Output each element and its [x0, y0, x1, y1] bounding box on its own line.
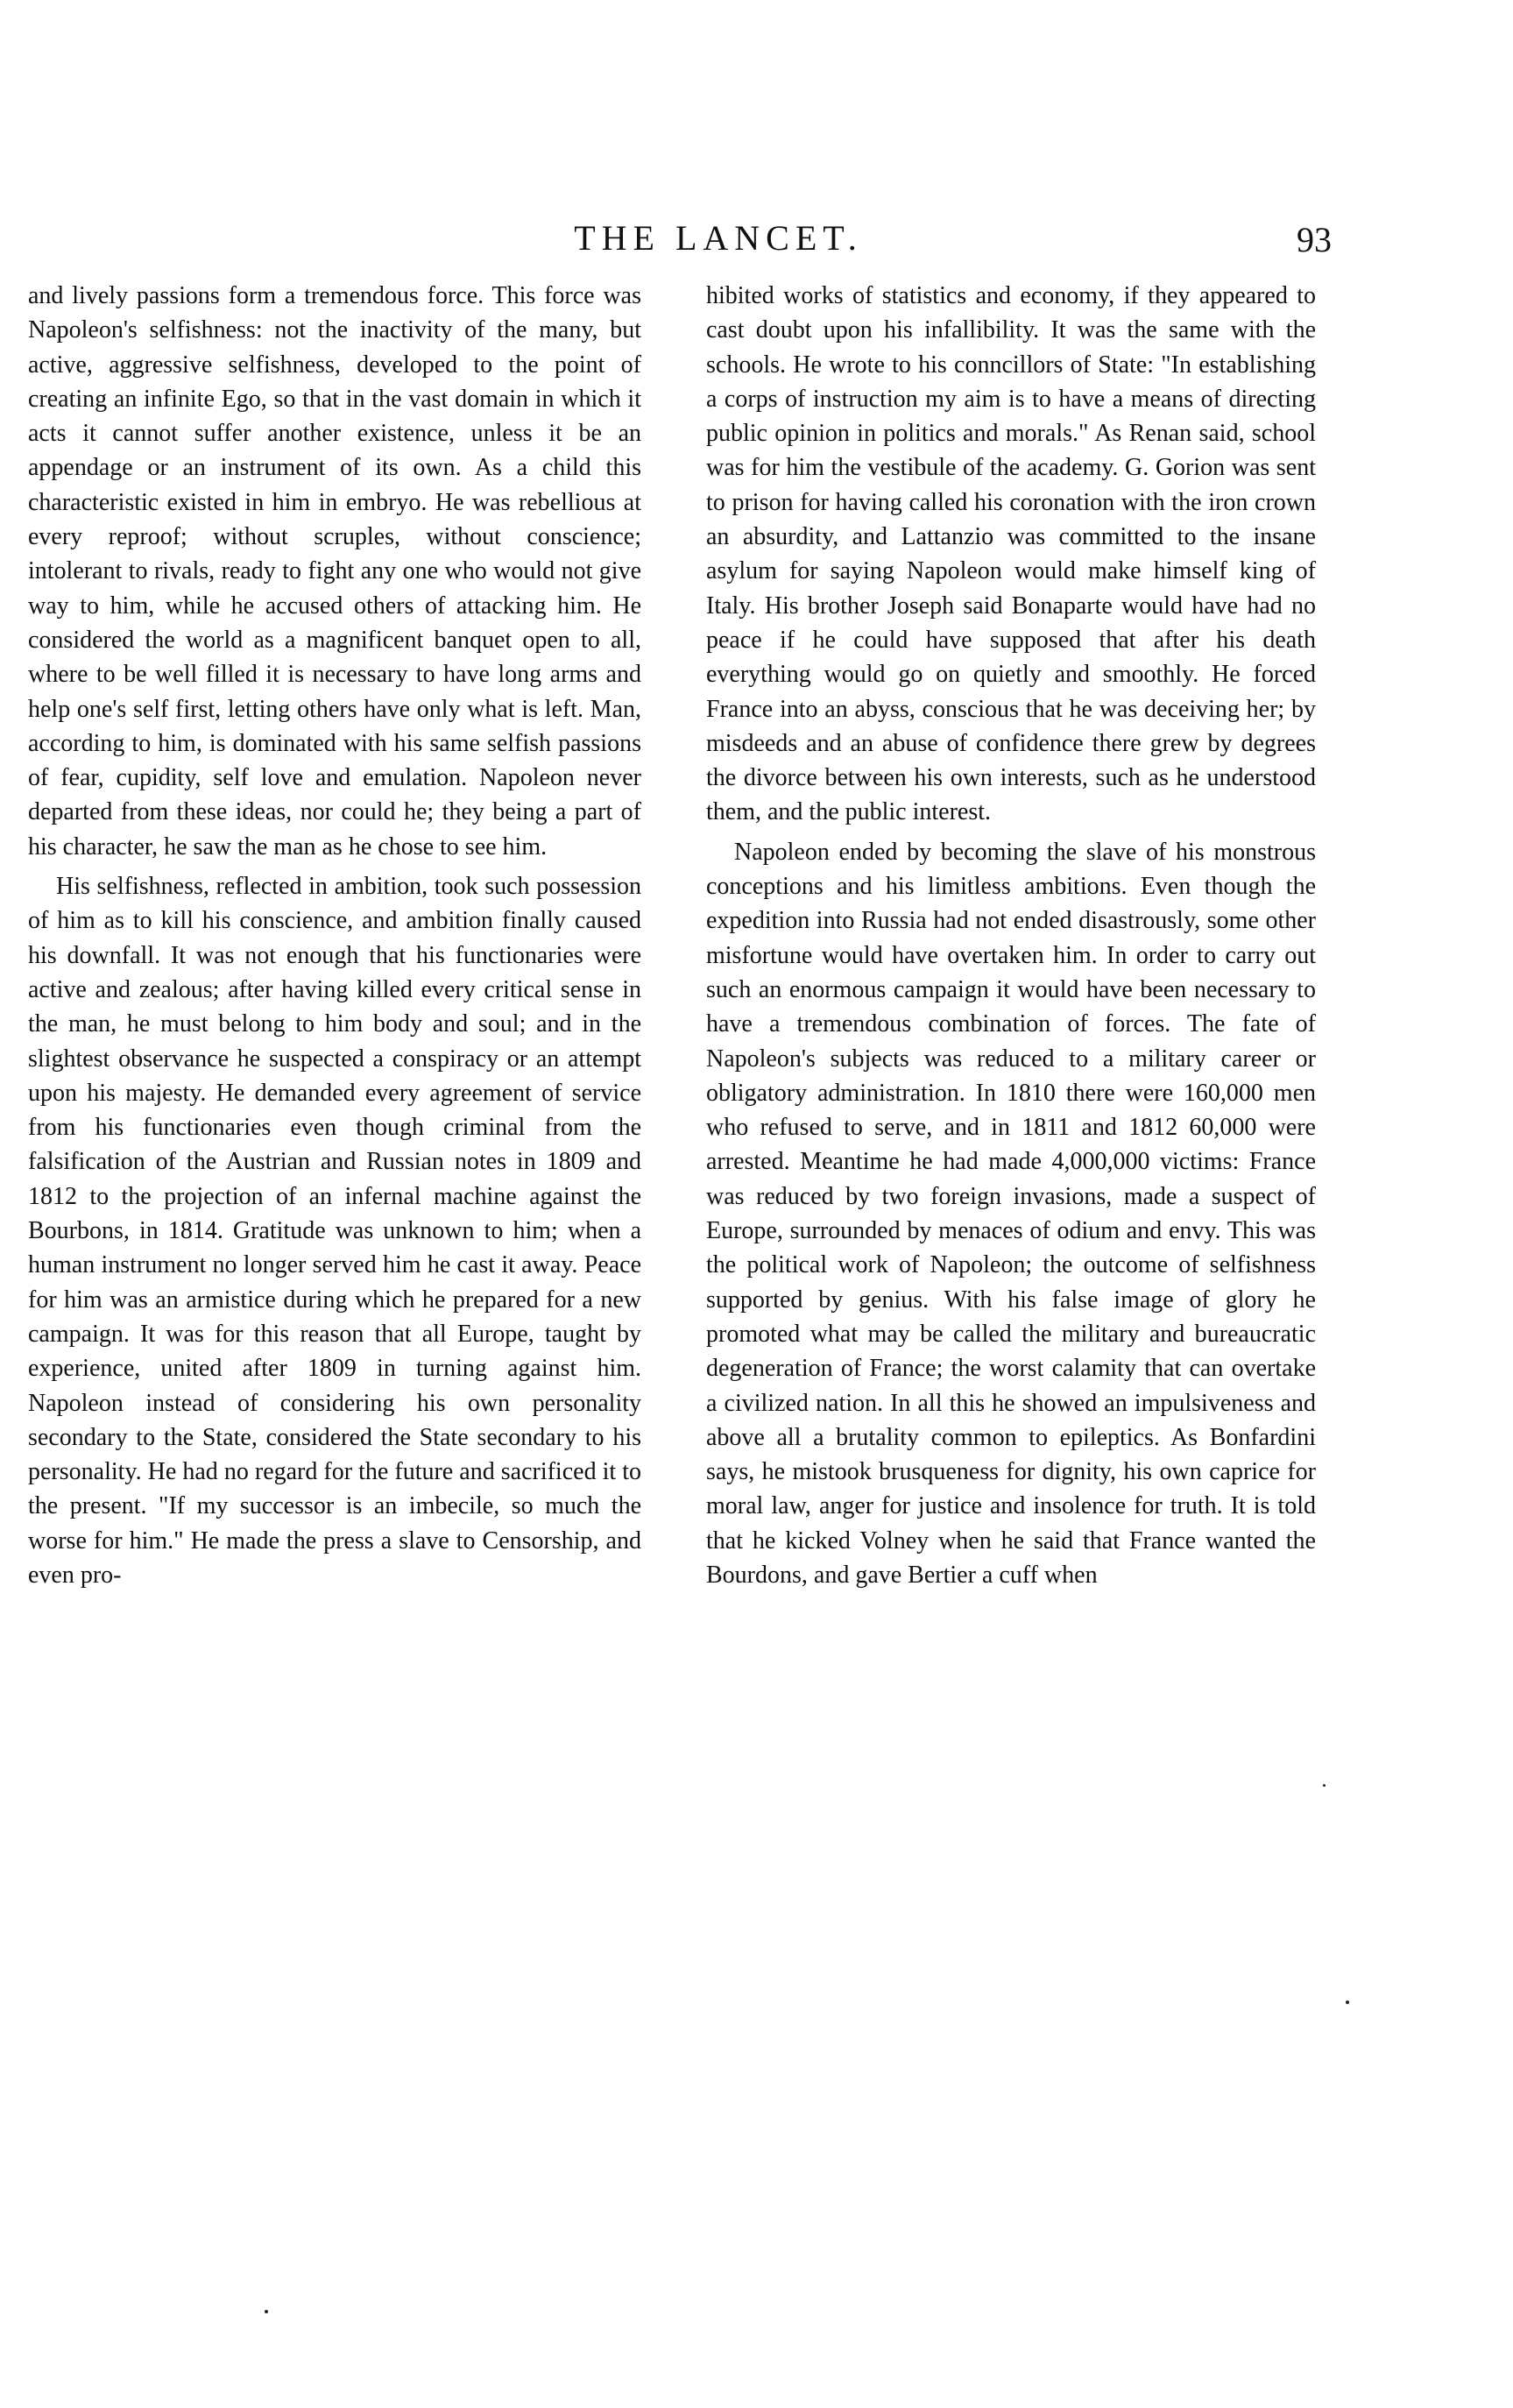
left-paragraph-2: His selfishness, reflected in ambition, took such possession of him as to kill his conscience, and ambition finally caused his downfall. It was not enough that his functionaries were active and zealous; after having killed every critical sense in the man, he must belong to him body and soul; and in the slightest observance he suspected a conspiracy or an attempt upon his majesty. He demanded every agreement of service from his functionaries even though criminal from the falsification of the Austrian and Russian notes in 1809 and 1812 to the projection of an infernal machine against the Bourbons, in 1814. Gratitude was unknown to him; when a human instrument no longer served him he cast it away. Peace for him was an armistice during which he prepared for a new campaign. It was for this reason that all Europe, taught by experience, united after 1809 in turning against him. Napoleon instead of considering his own personality secondary to the State, considered the State secondary to his personality. He had no regard for the future and sacrificed it to the present. "If my successor is an imbecile, so much the worse for him." He made the press a slave to Censorship, and even pro- — [28, 873, 641, 1589]
running-head — [0, 217, 1513, 270]
left-column — [28, 279, 641, 1592]
right-paragraph-2: Napoleon ended by becoming the slave of his monstrous conceptions and his limitless ambitions. Even though the expedition into Russia had not ended disastrously, some other misfortune would have overtaken him. In order to carry out such an enormous campaign it would have been necessary to have a tremendous combination of forces. The fate of Napoleon's subjects was reduced to a military career or obligatory administration. In 1810 there were 160,000 men who refused to serve, and in 1811 and 1812 60,000 were arrested. Meantime he had made 4,000,000 victims: France was reduced by two foreign invasions, made a suspect of Europe, surrounded by menaces of odium and envy. This was the political work of Napoleon; the outcome of selfishness supported by genius. With his false image of glory he promoted what may be called the military and bureaucratic degeneration of France; the worst calamity that can overtake a civilized nation. In all this he showed an impulsiveness and above all a brutality common to epileptics. As Bonfardini says, he mistook brusqueness for dignity, his own caprice for moral law, anger for justice and insolence for truth. It is told that he kicked Volney when he said that France wanted the Bourdons, and gave Bertier a cuff when — [706, 838, 1316, 1589]
scan-speck — [1346, 2001, 1349, 2004]
right-column — [706, 279, 1316, 1592]
right-paragraph-1: hibited works of statistics and economy, if they appeared to cast doubt upon his infallibility. It was the same with the schools. He wrote to his conncillors of State: "In establishing a corps of instruction my aim is to have a means of directing public opinion in politics and morals." As Renan said, school was for him the vestibule of the academy. G. Gorion was sent to prison for having called his coronation with the iron crown an absurdity, and Lattanzio was committed to the insane asylum for saying Napoleon would make himself king of Italy. His brother Joseph said Bonaparte would have had no peace if he could have supposed that after his death everything would go on quietly and smoothly. He forced France into an abyss, conscious that he was deceiving her; by misdeeds and an abuse of confidence there grew by degrees the divorce between his own interests, such as he understood them, and the public interest. — [706, 282, 1316, 826]
scan-speck — [265, 2310, 268, 2313]
journal-title: THE LANCET. — [574, 218, 863, 258]
page-number: 93 — [1297, 220, 1332, 259]
scan-speck — [1323, 1784, 1326, 1787]
left-paragraph-1: and lively passions form a tremendous force. This force was Napoleon's selfishness: not the inactivity of the many, but active, aggressive selfishness, developed to the point of creating an infinite Ego, so that in the vast domain in which it acts it cannot suffer another existence, unless it be an appendage or an instrument of its own. As a child this characteristic existed in him in embryo. He was rebellious at every reproof; without scruples, without conscience; intolerant to rivals, ready to fight any one who would not give way to him, while he accused others of attacking him. He considered the world as a magnificent banquet open to all, where to be well filled it is necessary to have long arms and help one's self first, letting others have only what is left. Man, according to him, is dominated with his same selfish passions of fear, cupidity, self love and emulation. Napoleon never departed from these ideas, nor could he; they being a part of his character, he saw the man as he chose to see him. — [28, 282, 641, 861]
